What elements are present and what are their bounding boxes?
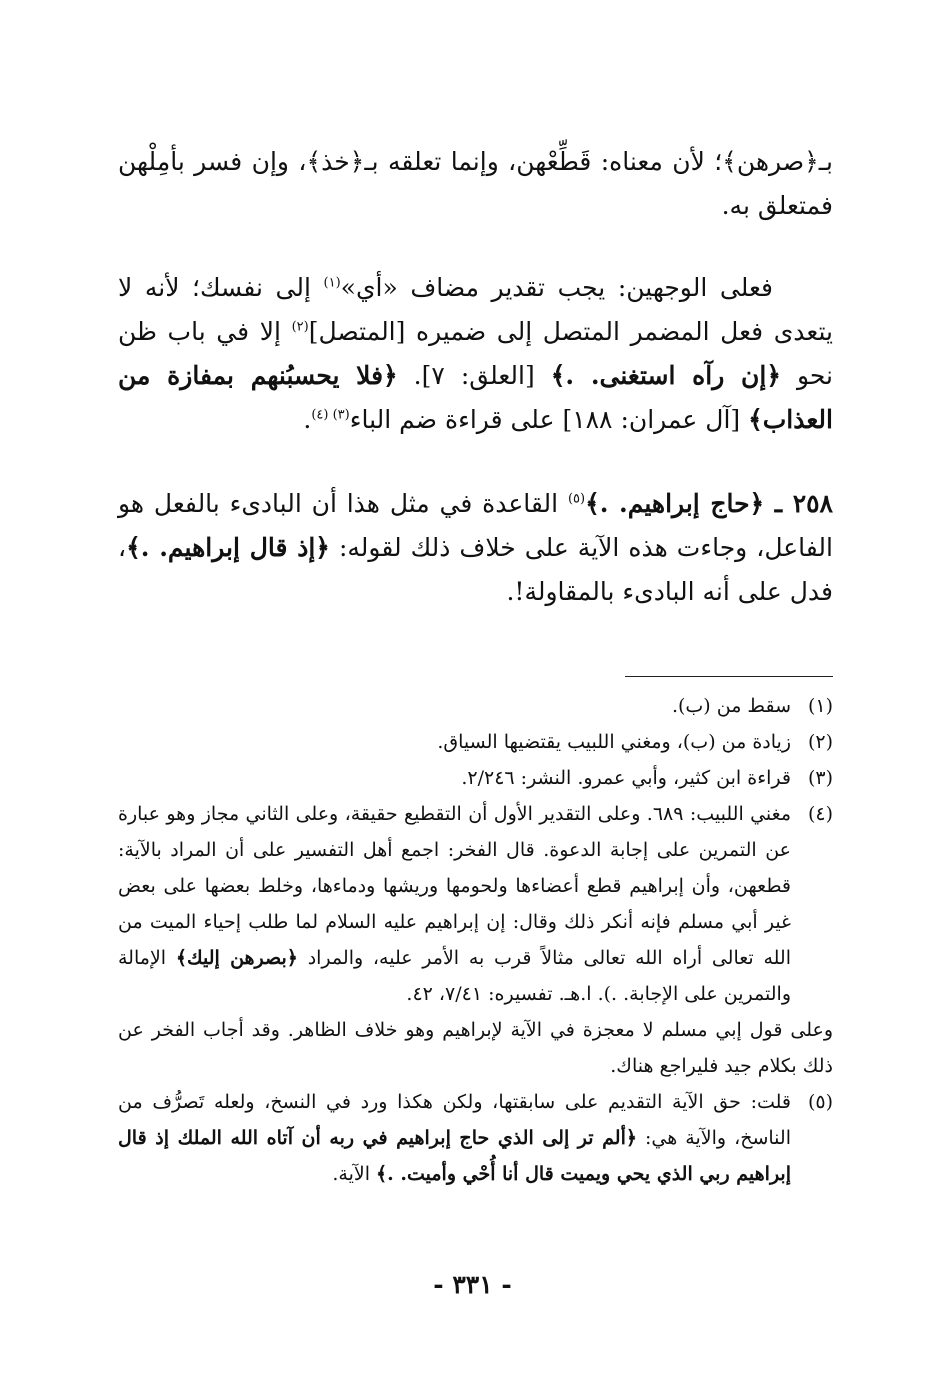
paragraph-2	[118, 266, 833, 442]
paragraph-1: بـ﴿صرهن﴾؛ لأن معناه: قَطِّعْهن، وإنما تعلقه بـ﴿خذ﴾، وإن فسر بأمِلْهن فمتعلق به.	[118, 147, 833, 220]
footnote-text: قراءة ابن كثير، وأبي عمرو. النشر: ٢/٢٤٦.	[461, 767, 791, 789]
footnote-2	[118, 724, 833, 760]
footnote-separator	[625, 676, 833, 677]
footnote-5-text-a: قلت: حق الآية التقديم على سابقتها، ولكن هكذا ورد في النسخ، ولعله تَصرُّف من الناسخ، والآية هي:	[118, 1091, 791, 1149]
p2-text-a: فعلى الوجهين: يجب تقدير مضاف «أي»	[340, 273, 773, 302]
footnote-3	[118, 760, 833, 796]
quran-quote: ﴿حاج إبراهيم. .﴾	[585, 489, 765, 518]
footnote-text	[118, 796, 791, 1012]
footnote-number: (٣)	[807, 767, 833, 789]
footnote-ref-1[interactable]: (١)	[323, 275, 341, 291]
footnote-4-text-b: الإمالة والتمرين على الإجابة. .). ا.هـ. تفسيره: ٧/٤١، ٤٢.	[118, 947, 791, 1005]
p3-text-c: ، فدل على أنه البادىء بالمقاولة!.	[118, 533, 833, 606]
footnote-4	[118, 796, 833, 1012]
footnote-4-text-a: مغني اللبيب: ٦٨٩. وعلى التقدير الأول أن التقطيع حقيقة، وعلى الثاني مجاز وهو عبارة عن التمرين على إجابة الدعوة. قال الفخر: اجمع أهل التفسير على أن المراد بالآية: قطعهن، وأن إبراهيم قطع أعضاءها ولحومها وريشها ودماءها، وخلط بعضها على بعض غير أبي مسلم فإنه أنكر ذلك وقال: إن إبراهيم عليه السلام لما طلب إحياء الميت من الله تعالى أراه الله تعالى مثالاً قرب به الأمر عليه، والمراد	[118, 803, 791, 969]
page-number: - ٣٣١ -	[433, 1270, 512, 1299]
footnote-ref-3-4[interactable]: (٣) (٤)	[311, 407, 350, 423]
p2-text-c: إلا في باب ظن نحو	[118, 317, 834, 390]
quran-quote: ﴿إذ قال إبراهيم. .﴾	[126, 533, 330, 562]
p2-text-d: [العلق: ٧].	[397, 361, 551, 390]
footnote-5-text-b: الآية.	[332, 1163, 377, 1185]
quran-quote: ﴿إن رآه استغنى. .﴾	[550, 361, 781, 390]
p2-text-e: [آل عمران: ١٨٨] على قراءة ضم الباء	[349, 405, 749, 434]
main-text	[118, 140, 833, 614]
footnote-ref-2[interactable]: (٢)	[291, 319, 309, 335]
p2-text-f: .	[303, 405, 312, 434]
footnote-text: زيادة من (ب)، ومغني اللبيب يقتضيها السياق.	[437, 731, 791, 753]
verse-number: ٢٥٨ ـ	[764, 489, 833, 518]
footnote-text	[118, 1084, 791, 1192]
quran-quote: ﴿ألم تر إلى الذي حاج إبراهيم في ربه أن آتاه الله الملك إذ قال إبراهيم ربي الذي يحي ويميت قال أنا أُحْي وأميت. .﴾	[118, 1127, 791, 1185]
paragraph-3	[118, 482, 833, 614]
quran-quote: ﴿فلا يحسبُنهم بمفازة من العذاب﴾	[118, 361, 833, 434]
p3-text-b: القاعدة في مثل هذا أن البادىء بالفعل هو الفاعل، وجاءت هذه الآية على خلاف ذلك لقوله:	[118, 489, 833, 562]
footnote-4-continuation: وعلى قول إبي مسلم لا معجزة في الآية لإبراهيم وهو خلاف الظاهر. وقد أجاب الفخر عن ذلك بكلام جيد فليراجع هناك.	[118, 1019, 833, 1077]
footnote-ref-5[interactable]: (٥)	[567, 491, 586, 507]
quran-quote: ﴿بصرهن إليك﴾	[175, 947, 298, 969]
p2-text-b: إلى نفسك؛ لأنه لا يتعدى فعل المضمر المتصل إلى ضميره [المتصل]	[118, 273, 833, 346]
footnote-number: (٥)	[807, 1091, 833, 1113]
footnote-5	[118, 1084, 833, 1192]
footnote-number: (٤)	[807, 803, 833, 825]
footnote-number: (١)	[807, 695, 833, 717]
footnotes	[118, 688, 833, 1192]
footnote-number: (٢)	[807, 731, 833, 753]
footnote-text: سقط من (ب).	[671, 695, 791, 717]
footnote-1	[118, 688, 833, 724]
